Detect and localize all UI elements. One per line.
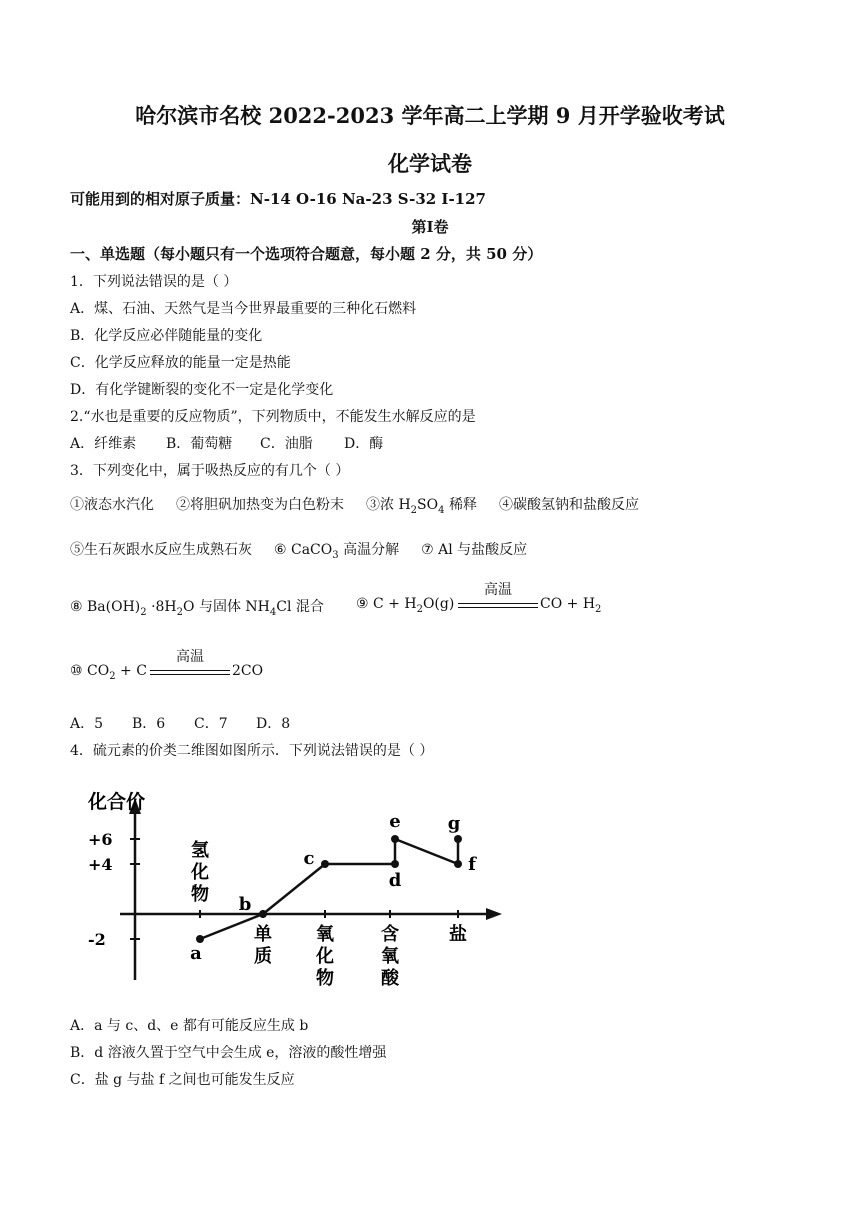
section-heading: 一、单选题（每小题只有一个选项符合题意，每小题 2 分，共 50 分） [70, 245, 543, 263]
q3-item-2: ②将胆矾加热变为白色粉末 [176, 497, 344, 513]
q3-item-5: ⑤生石灰跟水反应生成熟石灰 [70, 542, 252, 558]
q3-item-10-left: ⑩ $CO_2 + C$ [70, 663, 147, 682]
q3-item-9-right: CO + $H_2$ [540, 596, 602, 615]
series-line-e-f [395, 839, 458, 864]
x-category-label: 氧 [316, 924, 334, 945]
point-e [391, 835, 399, 843]
y-axis-label: 化合价 [88, 791, 146, 813]
q2-options [70, 433, 383, 453]
exam-title: 哈尔滨市名校 2022-2023 学年高二上学期 9 月开学验收考试 [135, 103, 725, 128]
point-a [196, 935, 204, 943]
q3-item-9-equals-sign [458, 582, 538, 609]
q3-option-d: D．8 [256, 716, 291, 732]
q1-option-a: A．煤、石油、天然气是当今世界最重要的三种化石燃料 [70, 301, 417, 317]
y-tick-label: +6 [88, 830, 113, 849]
x-axis-arrow [486, 908, 502, 920]
x-category-label: 物 [191, 884, 209, 905]
sulfur-valence-figure [80, 780, 520, 1000]
q3-options [70, 713, 290, 733]
q4-stem: 4．硫元素的价类二维图如图所示．下列说法错误的是（ ） [70, 743, 434, 759]
q2-option-d: D．酶 [344, 436, 384, 452]
q2-option-c: C．油脂 [260, 436, 313, 452]
q1-option-d: D．有化学键断裂的变化不一定是化学变化 [70, 382, 334, 398]
q3-items-row1 [70, 494, 661, 516]
q3-stem: 3．下列变化中，属于吸热反应的有几个（ ） [70, 463, 350, 479]
y-tick-label: -2 [88, 930, 106, 949]
point-g [454, 835, 462, 843]
point-label-g: g [447, 813, 461, 834]
y-tick-label: +4 [88, 855, 113, 874]
exam-subject: 化学试卷 [388, 151, 472, 176]
point-label-e: e [389, 811, 401, 832]
q3-option-c: C．7 [194, 716, 228, 732]
point-label-f: f [468, 854, 476, 875]
q3-item-8: ⑧ $Ba(OH)_2 \cdot 8H_2O$ 与固体 $NH_4Cl$ 混合 [70, 599, 324, 618]
q4-option-c: C．盐 g 与盐 f 之间也可能发生反应 [70, 1072, 295, 1088]
q3-item-9-left: ⑨ $C + H_2O(g)$ [356, 596, 455, 615]
point-label-d: d [388, 870, 402, 891]
q3-item-1: ①液态水汽化 [70, 497, 154, 513]
q2-option-b: B．葡萄糖 [166, 436, 233, 452]
x-category-label: 含 [381, 924, 399, 945]
q3-item-10-condition: 高温 [176, 649, 204, 665]
x-category-label: 盐 [449, 924, 467, 945]
q3-item-10-equals-sign [150, 649, 230, 676]
point-b [259, 910, 267, 918]
x-category-label: 化 [316, 946, 334, 967]
q3-item-4: ④碳酸氢钠和盐酸反应 [498, 497, 639, 513]
q3-item-9-condition: 高温 [484, 582, 512, 598]
q4-option-b: B．d 溶液久置于空气中会生成 e，溶液的酸性增强 [70, 1045, 387, 1061]
q2-stem: 2.“水也是重要的反应物质”，下列物质中，不能发生水解反应的是 [70, 409, 476, 425]
volume-label: 第Ⅰ卷 [411, 218, 449, 236]
x-category-label: 质 [254, 946, 272, 967]
q2-option-a: A．纤维素 [70, 436, 137, 452]
point-label-c: c [303, 848, 315, 869]
q1-option-b: B．化学反应必伴随能量的变化 [70, 328, 263, 344]
point-c [321, 860, 329, 868]
q3-item-7: ⑦ Al 与盐酸反应 [421, 542, 528, 558]
x-category-label: 氧 [381, 946, 399, 967]
x-category-label: 化 [191, 862, 209, 883]
q3-item-10-right: 2CO [232, 663, 264, 679]
point-f [454, 860, 462, 868]
point-label-b: b [238, 894, 252, 915]
x-category-label: 单 [254, 924, 272, 945]
q3-option-b: B．6 [132, 716, 166, 732]
q3-item-6: ⑥ CaCO$_3$ 高温分解 [274, 542, 400, 561]
q3-item-3: ③浓 $H_2SO_4$ 稀释 [366, 497, 477, 516]
q4-option-a: A．a 与 c、d、e 都有可能反应生成 b [70, 1018, 309, 1034]
x-category-label: 酸 [381, 968, 399, 989]
point-d [391, 860, 399, 868]
point-label-a: a [190, 943, 202, 964]
q3-items-row2 [70, 539, 549, 561]
x-category-label: 氢 [191, 840, 209, 861]
x-category-label: 物 [316, 968, 334, 989]
atomic-masses: 可能用到的相对原子质量：N-14 O-16 Na-23 S-32 I-127 [70, 190, 486, 208]
series-line-b-c [263, 864, 325, 914]
q1-stem: 1．下列说法错误的是（ ） [70, 274, 238, 290]
q1-option-c: C．化学反应释放的能量一定是热能 [70, 355, 291, 371]
q3-option-a: A．5 [70, 716, 104, 732]
